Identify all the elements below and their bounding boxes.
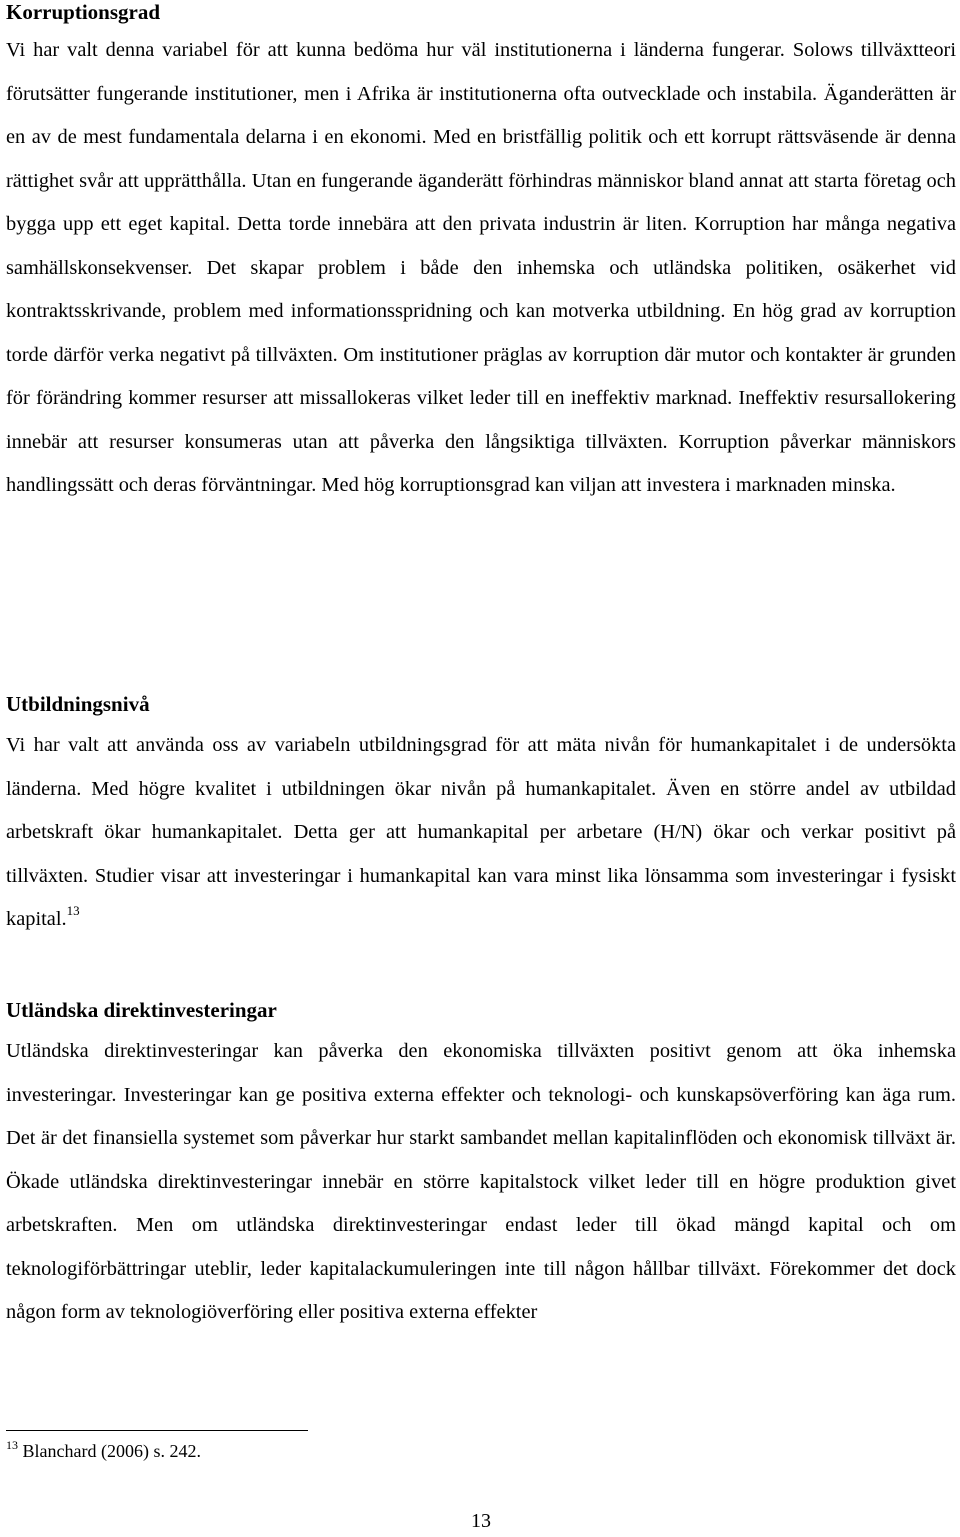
footnote-reference[interactable]: 13 <box>66 903 80 918</box>
section-paragraph <box>6 724 956 942</box>
section-utbildningsniva <box>6 692 956 942</box>
section-paragraph: Vi har valt denna variabel för att kunna bedöma hur väl institutionerna i länderna fungerar. Solows tillväxtteori förutsätter fungerande institutioner, men i Afrika är institutionerna ofta outvecklade och instabila. Äganderätten är en av de mest fundamentala delarna i en ekonomi. Med en bristfällig politik och ett korrupt rättsväsende är denna rättighet svår att upprätthålla. Utan en fungerande äganderätt förhindras människor bland annat att starta företag och bygga upp ett eget kapital. Detta torde innebära att den privata industrin är liten. Korruption har många negativa samhällskonsekvenser. Det skapar problem i både den inhemska och utländska politiken, osäkerhet vid kontraktsskrivande, problem med informationsspridning och kan motverka utbildning. En hög grad av korruption torde därför verka negativt på tillväxten. Om institutioner präglas av korruption där mutor och kontakter är grunden för förändring kommer resurser att missallokeras vilket leder till en ineffektiv marknad. Ineffektiv resursallokering innebär att resurser konsumeras utan att påverka den långsiktiga tillväxten. Korruption påverkar människors handlingssätt och deras förväntningar. Med hög korruptionsgrad kan viljan att investera i marknaden minska. <box>6 39 956 496</box>
footnote <box>6 1440 201 1462</box>
paragraph-text: Vi har valt att använda oss av variabeln utbildningsgrad för att mäta nivån för humankapitalet i de undersökta länderna. Med högre kvalitet i utbildningen ökar nivån på humankapitalet. Även en större andel av utbildad arbetskraft ökar humankapitalet. Detta ger att humankapital per arbetare (H/N) ökar och verkar positivt på tillväxten. Studier visar att investeringar i humankapital kan vara minst lika lönsamma som investeringar i fysiskt kapital. <box>6 734 956 930</box>
footnote-number: 13 <box>6 1438 18 1452</box>
footnote-text: Blanchard (2006) s. 242. <box>22 1441 201 1461</box>
section-heading: Utbildningsnivå <box>6 692 150 716</box>
section-heading: Utländska direktinvesteringar <box>6 998 277 1022</box>
section-paragraph: Utländska direktinvesteringar kan påverka den ekonomiska tillväxten positivt genom att öka inhemska investeringar. Investeringar kan ge positiva externa effekter och teknologi- och kunskapsöverföring kan äga rum. Det är det finansiella systemet som påverkar hur starkt sambandet mellan kapitalinflöden och ekonomisk tillväxt är. Ökade utländska direktinvesteringar innebär en större kapitalstock vilket leder till en högre produktion givet arbetskraften. Men om utländska direktinvesteringar endast leder till ökad mängd kapital och om teknologiförbättringar uteblir, leder kapitalackumuleringen inte till någon hållbar tillväxt. Förekommer det dock någon form av teknologiöverföring eller positiva externa effekter <box>6 1040 956 1323</box>
section-utlandska-direktinvesteringar <box>6 998 956 1335</box>
page-number: 13 <box>471 1510 491 1532</box>
footnote-divider <box>6 1430 308 1431</box>
section-korruptionsgrad <box>6 0 956 508</box>
section-heading: Korruptionsgrad <box>6 0 161 24</box>
